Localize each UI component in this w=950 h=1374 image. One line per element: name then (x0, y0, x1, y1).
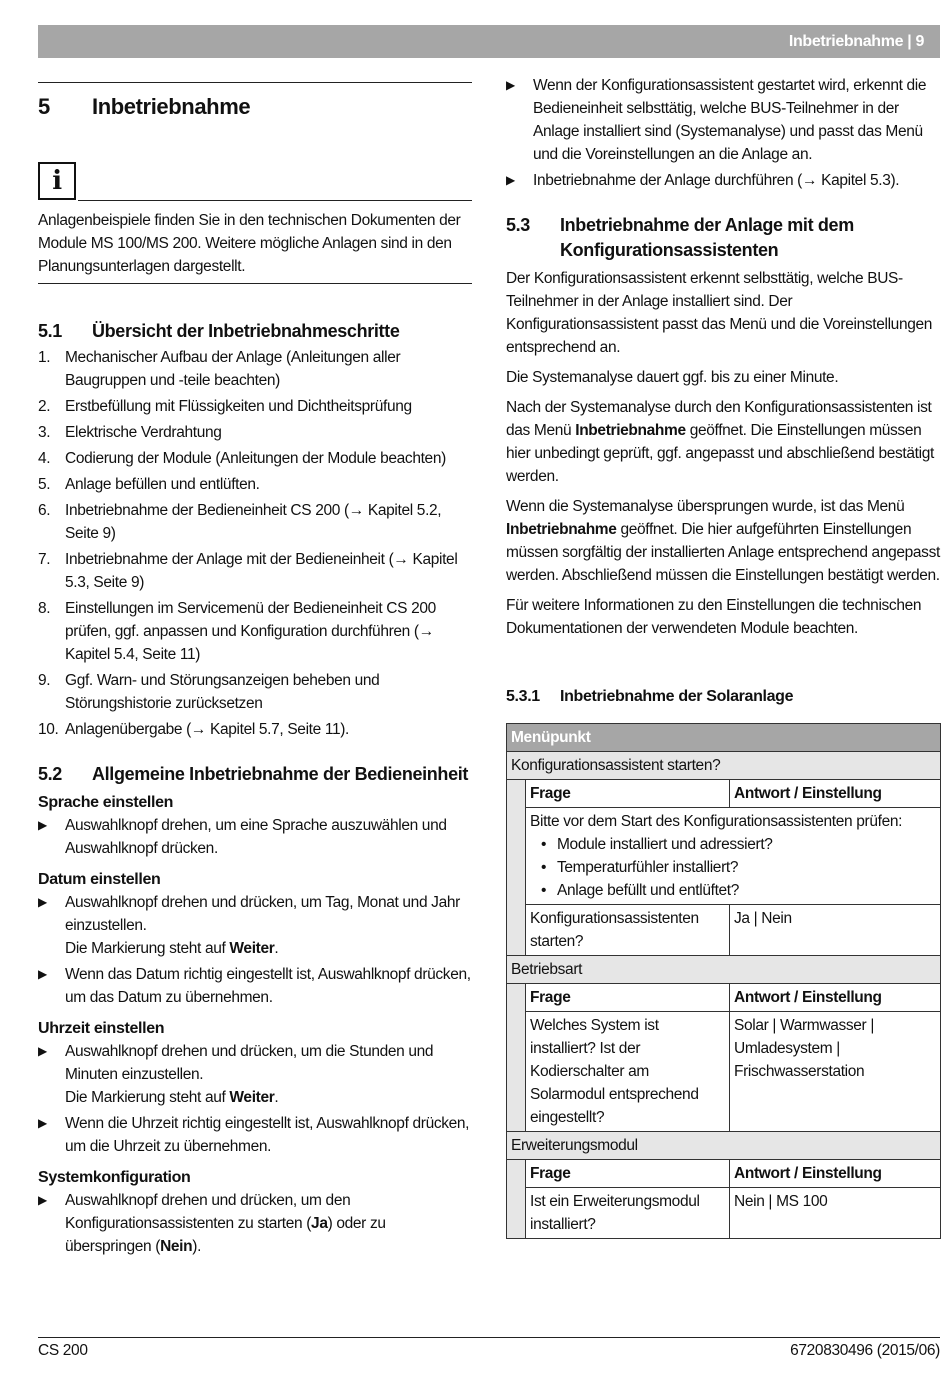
paragraph: Der Konfigurationsassistent erkennt selbsttätig, welche BUS-Teilnehmer in der Anlage installiert sind. Der Konfigurationsassistent passt das Menü und die Voreinstellungen entsprechend an. (506, 270, 933, 356)
list-item: ▶ Wenn die Uhrzeit richtig eingestellt ist, Auswahlknopf drücken, um die Uhrzeit zu übernehmen. (38, 1112, 472, 1158)
section-heading: 5.1 Übersicht der Inbetriebnahmeschritte (38, 321, 400, 341)
info-text: Anlagenbeispiele finden Sie in den technischen Dokumenten der Module MS 100/MS 200. Weitere mögliche Anlagen sind in den Planungsunterlagen dargestellt. (38, 212, 461, 275)
list-item: ▶ Auswahlknopf drehen und drücken, um den Konfigurationsassistenten zu starten (Ja) oder zu überspringen (Nein). (38, 1189, 472, 1258)
section-5-3 (506, 213, 940, 647)
list-item: • Anlage befüllt und entlüftet? (540, 882, 740, 899)
section-heading: 5.3 Inbetriebnahme der Anlage mit dem Konfigurationsassistenten (506, 215, 854, 260)
divider (78, 200, 472, 201)
list-item: ▶ Auswahlknopf drehen und drücken, um Tag, Monat und Jahr einzustellen. Die Markierung steht auf Weiter. (38, 891, 472, 960)
table-row: Frage Antwort / Einstellung (507, 780, 941, 808)
menu-table-wrap (506, 723, 940, 1239)
section-5-2 (38, 762, 472, 1261)
list-item: 4. Codierung der Module (Anleitungen der Module beachten) (38, 450, 446, 467)
list-item: 8. Einstellungen im Servicemenü der Bedieneinheit CS 200 prüfen, ggf. anpassen und Konfiguration durchführen (→ Kapitel 5.4, Seite 11) (38, 600, 436, 663)
divider (38, 82, 472, 83)
paragraph: Nach der Systemanalyse durch den Konfigurationsassistenten ist das Menü Inbetriebnahme geöffnet. Die Einstellungen müssen hier unbedingt geprüft, ggf. angepasst und abschließend bestätigt werden. (506, 399, 934, 485)
triangle-bullet-icon: ▶ (38, 1116, 47, 1130)
list-item: ▶ Auswahlknopf drehen, um eine Sprache auszuwählen und Auswahlknopf drücken. (38, 814, 472, 860)
subheading: Uhrzeit einstellen (38, 1020, 165, 1037)
list-item: 9. Ggf. Warn- und Störungsanzeigen beheben und Störungshistorie zurücksetzen (38, 672, 380, 712)
list-item: 5. Anlage befüllen und entlüften. (38, 476, 260, 493)
section-5-3-1 (506, 685, 940, 708)
paragraph: Für weitere Informationen zu den Einstellungen die technischen Dokumentationen der verwendeten Module beachten. (506, 597, 922, 637)
list-item: • Module installiert und adressiert? (540, 836, 773, 853)
menu-table (506, 723, 941, 1239)
chapter-title: Inbetriebnahme (92, 94, 251, 119)
footer-divider (38, 1337, 940, 1338)
table-row: Ist ein Erweiterungsmodul installiert? Nein | MS 100 (507, 1188, 941, 1239)
triangle-bullet-icon: ▶ (38, 967, 47, 981)
triangle-bullet-icon: ▶ (38, 895, 47, 909)
table-row: Konfigurationsassistenten starten? Ja | Nein (507, 905, 941, 956)
table-row: Welches System ist installiert? Ist der Kodierschalter am Solarmodul entsprechend eingestellt? Solar | Warmwasser | Umladesystem | Frischwasserstation (507, 1012, 941, 1132)
footer-product: CS 200 (38, 1342, 88, 1359)
list-item: 2. Erstbefüllung mit Flüssigkeiten und Dichtheitsprüfung (38, 398, 412, 415)
subheading: Systemkonfiguration (38, 1169, 191, 1186)
list-item: ▶ Wenn das Datum richtig eingestellt ist, Auswahlknopf drücken, um das Datum zu übernehmen. (38, 963, 472, 1009)
list-item: 7. Inbetriebnahme der Anlage mit der Bedieneinheit (→ Kapitel 5.3, Seite 9) (38, 551, 458, 591)
table-section-row: Konfigurationsassistent starten? (507, 752, 941, 780)
info-icon: i (38, 162, 76, 200)
section-heading: 5.2 Allgemeine Inbetriebnahme der Bedieneinheit (38, 764, 469, 784)
subheading: Datum einstellen (38, 871, 161, 888)
list-item: 10. Anlagenübergabe (→ Kapitel 5.7, Seite 11). (38, 721, 350, 738)
table-row: Frage Antwort / Einstellung (507, 984, 941, 1012)
triangle-bullet-icon: ▶ (38, 1044, 47, 1058)
subheading: Sprache einstellen (38, 794, 174, 811)
triangle-bullet-icon: ▶ (38, 818, 47, 832)
list-item: 6. Inbetriebnahme der Bedieneinheit CS 200 (→ Kapitel 5.2, Seite 9) (38, 502, 442, 542)
list-item: ▶ Wenn der Konfigurationsassistent gestartet wird, erkennt die Bedieneinheit selbsttätig, welche BUS-Teilnehmer in der Anlage installiert sind (Systemanalyse) und passt das Menü und die Voreinstellungen an die Anlage an. (506, 74, 940, 166)
triangle-bullet-icon: ▶ (38, 1193, 47, 1207)
chapter-heading (38, 95, 250, 118)
chapter-number: 5 (38, 94, 50, 119)
paragraph: Wenn die Systemanalyse übersprungen wurde, ist das Menü Inbetriebnahme geöffnet. Die hier aufgeführten Einstellungen müssen sorgfältig der installierten Anlage entsprechend angepasst werden. Abschließend müssen die Einstellungen bestätigt werden. (506, 498, 940, 584)
table-row: Bitte vor dem Start des Konfigurationsassistenten prüfen: • Module installiert und adressiert? • Temperaturfühler installiert? • Anlage befüllt und entlüftet? (507, 808, 941, 905)
table-row: Frage Antwort / Einstellung (507, 1160, 941, 1188)
section-5-1 (38, 319, 472, 744)
table-header-row: Menüpunkt (507, 724, 941, 752)
list-item: 3. Elektrische Verdrahtung (38, 424, 222, 441)
triangle-bullet-icon: ▶ (506, 173, 515, 187)
list-item: • Temperaturfühler installiert? (540, 859, 739, 876)
table-section-row: Betriebsart (507, 956, 941, 984)
divider (38, 283, 472, 284)
list-item: ▶ Auswahlknopf drehen und drücken, um die Stunden und Minuten einzustellen. Die Markierung steht auf Weiter. (38, 1040, 472, 1109)
steps-list (38, 346, 472, 741)
paragraph: Die Systemanalyse dauert ggf. bis zu einer Minute. (506, 369, 839, 386)
table-section-row: Erweiterungsmodul (507, 1132, 941, 1160)
page-header: Inbetriebnahme | 9 (38, 25, 940, 58)
triangle-bullet-icon: ▶ (506, 78, 515, 92)
list-item: ▶ Inbetriebnahme der Anlage durchführen (→ Kapitel 5.3). (506, 169, 940, 192)
footer-doc-number: 6720830496 (2015/06) (790, 1342, 940, 1359)
subsection-heading: 5.3.1 Inbetriebnahme der Solaranlage (506, 688, 794, 705)
list-item: 1. Mechanischer Aufbau der Anlage (Anleitungen aller Baugruppen und -teile beachten) (38, 349, 401, 389)
right-column-top (506, 74, 940, 195)
